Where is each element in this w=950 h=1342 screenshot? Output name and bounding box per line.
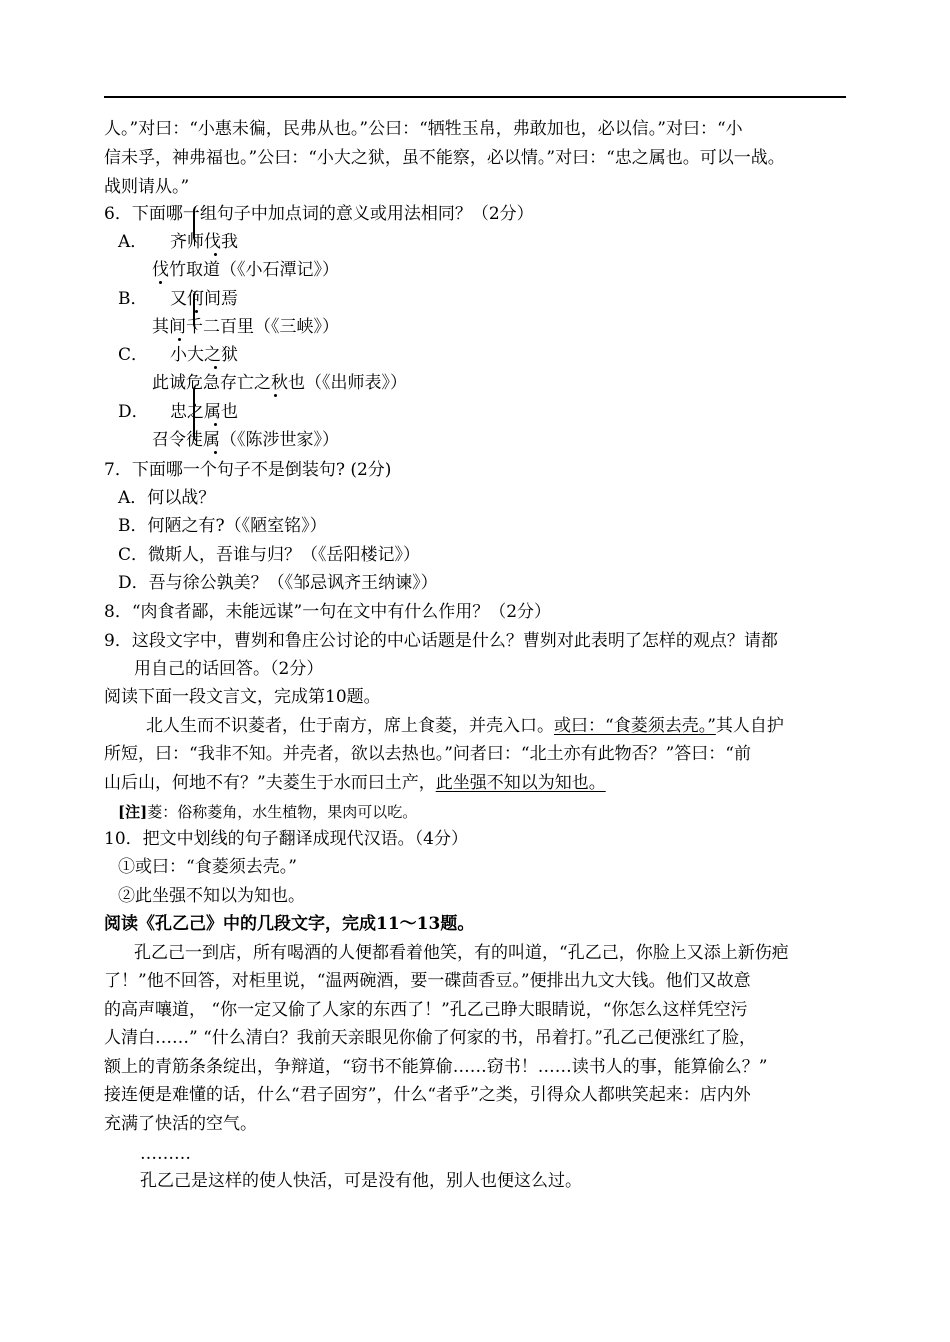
q8-stem: 8．“肉食者鄙，未能远谋”一句在文中有什么作用？（2分） xyxy=(104,602,552,622)
reading11-line: 的高声嚷道， “你一定又偷了人家的东西了！”孔乙己睁大眼睛说，“你怎么这样凭空污 xyxy=(104,1000,748,1020)
q6-option-a-line1: 齐师伐我 xyxy=(170,232,238,252)
reading11-line: 充满了快活的空气。 xyxy=(104,1114,257,1134)
q10-item-1: ①或曰：“食菱须去壳。” xyxy=(118,857,297,877)
brace-mark xyxy=(193,384,204,442)
underlined-sentence-1: 或曰：“食菱须去壳。” xyxy=(554,716,716,736)
q7-option-d: D．吾与徐公孰美？（《邹忌讽齐王纳谏》） xyxy=(118,573,438,593)
q7-stem: 7．下面哪一个句子不是倒装句? (2分) xyxy=(104,460,392,480)
reading11-line: 接连便是难懂的话，什么“君子固穷”，什么“者乎”之类，引得众人都哄笑起来：店内外 xyxy=(104,1085,751,1105)
reading10-note xyxy=(118,801,417,823)
underlined-sentence-2: 此坐强不知以为知也。 xyxy=(435,773,606,793)
q6-option-c-line2: 此诚危急存亡之秋也（《出师表》） xyxy=(152,373,407,393)
reading10-text: 其人自护 xyxy=(715,716,784,736)
reading10-intro: 阅读下面一段文言文，完成第10题。 xyxy=(104,687,381,707)
emphasis-dot xyxy=(214,366,217,369)
reading10-line1 xyxy=(146,715,784,737)
brace-mark xyxy=(193,205,204,243)
reading11-intro: 阅读《孔乙己》中的几段文字，完成11～13题。 xyxy=(104,914,475,934)
passage-line-3: 战则请从。” xyxy=(104,177,190,197)
emphasis-dot xyxy=(214,423,217,426)
q6-option-c-label: C． xyxy=(118,345,149,365)
q6-option-a-label: A． xyxy=(118,232,148,252)
q10-stem: 10．把文中划线的句子翻译成现代汉语。（4分） xyxy=(104,829,468,849)
emphasis-dot xyxy=(178,338,181,341)
q6-option-d-line2: 召令徒属（《陈涉世家》） xyxy=(152,430,339,450)
q6-option-d-label: D． xyxy=(118,402,149,422)
reading10-line2: 所短，曰：“我非不知。并壳者，欲以去热也。”问者曰：“北土亦有此物否？”答曰：“前 xyxy=(104,744,751,764)
q7-option-a: A．何以战？ xyxy=(118,488,216,508)
emphasis-dot xyxy=(214,253,217,256)
q6-option-a-line2: 伐竹取道（《小石潭记》） xyxy=(152,260,339,280)
q6-option-d-line1: 忠之属也 xyxy=(170,402,238,422)
note-tag: [注] xyxy=(118,803,148,821)
q9-stem-line2: 用自己的话回答。（2分） xyxy=(134,659,324,679)
reading10-text: 山后山，何地不有？”夫菱生于水而曰土产， xyxy=(104,773,436,793)
q6-option-b-label: B． xyxy=(118,289,148,309)
q7-option-b: B．何陋之有?（《陋室铭》） xyxy=(118,516,327,536)
q9-stem-line1: 9．这段文字中，曹刿和鲁庄公讨论的中心话题是什么？曹刿对此表明了怎样的观点？请都 xyxy=(104,631,778,651)
reading11-line: 孔乙己一到店，所有喝酒的人便都看着他笑，有的叫道，“孔乙己，你脸上又添上新伤疤 xyxy=(134,943,789,963)
reading11-last-line: 孔乙己是这样的使人快活，可是没有他，别人也便这么过。 xyxy=(140,1171,582,1191)
top-rule xyxy=(104,96,846,98)
q6-option-b-line1: 又何间焉 xyxy=(170,289,238,309)
reading11-line: 额上的青筋条条绽出，争辩道，“窃书不能算偷……窃书！……读书人的事，能算偷么？” xyxy=(104,1057,768,1077)
q6-stem: 6．下面哪一组句子中加点词的意义或用法相同？（2分） xyxy=(104,204,534,224)
emphasis-dot xyxy=(274,394,277,397)
emphasis-dot xyxy=(214,451,217,454)
passage-line-2: 信未孚，神弗福也。”公曰：“小大之狱，虽不能察，必以情。”对曰：“忠之属也。可以一战。 xyxy=(104,148,785,168)
reading11-line: 了！”他不回答，对柜里说，“温两碗酒，要一碟茴香豆。”便排出九文大钱。他们又故意 xyxy=(104,971,751,991)
q6-option-c-line1: 小大之狱 xyxy=(170,345,238,365)
reading10-text: 北人生而不识菱者，仕于南方，席上食菱，并壳入口。 xyxy=(146,716,554,736)
note-text: 菱：俗称菱角，水生植物，果肉可以吃。 xyxy=(147,803,418,821)
reading11-line: 人清白……” “什么清白？我前天亲眼见你偷了何家的书，吊着打。”孔乙己便涨红了脸， xyxy=(104,1028,756,1048)
reading11-ellipsis: ……… xyxy=(140,1144,191,1164)
reading10-line3 xyxy=(104,772,606,794)
q10-item-2: ②此坐强不知以为知也。 xyxy=(118,886,305,906)
emphasis-dot xyxy=(195,310,198,313)
emphasis-dot xyxy=(159,281,162,284)
passage-line-1: 人。”对曰：“小惠未徧，民弗从也。”公曰：“牺牲玉帛，弗敢加也，必以信。”对曰：“小 xyxy=(104,119,743,139)
q6-option-b-line2: 其间千二百里（《三峡》） xyxy=(152,317,339,337)
q7-option-c: C．微斯人，吾谁与归？（《岳阳楼记》） xyxy=(118,545,421,565)
